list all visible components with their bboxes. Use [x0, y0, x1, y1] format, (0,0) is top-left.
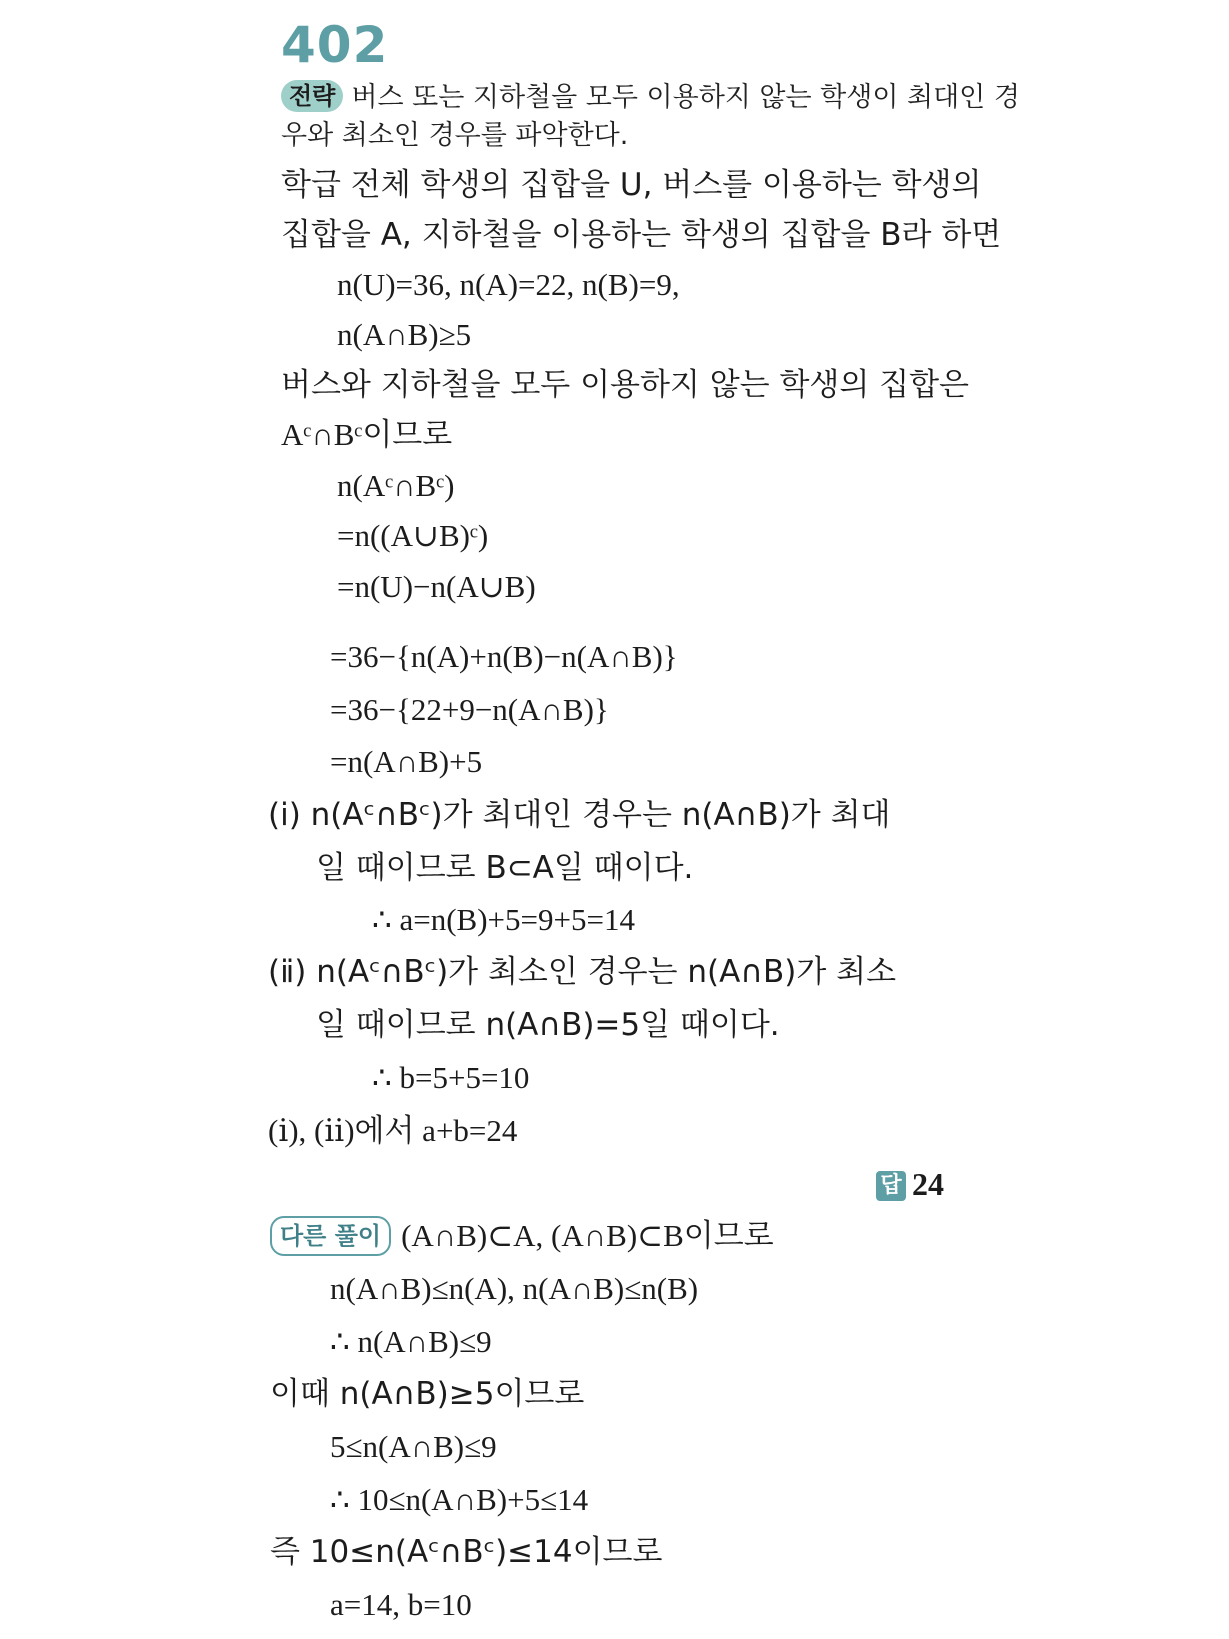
solution-equation: n(Aᶜ∩Bᶜ) — [337, 468, 455, 503]
alt-equation: 5≤n(A∩B)≤9 — [330, 1429, 497, 1464]
case-i-line: 일 때이므로 B⊂A일 때이다. — [316, 850, 694, 886]
alt-text-0: (A∩B)⊂A, (A∩B)⊂B이므로 — [401, 1218, 774, 1253]
case-ii-result: ∴ b=5+5=10 — [372, 1060, 530, 1095]
solution-line: 버스와 지하철을 모두 이용하지 않는 학생의 집합은 — [281, 367, 969, 403]
answer-badge: 답 — [876, 1171, 906, 1201]
solution-line: Aᶜ∩Bᶜ이므로 — [281, 417, 453, 452]
case-i-line: (ⅰ) n(Aᶜ∩Bᶜ)가 최대인 경우는 n(A∩B)가 최대 — [268, 797, 891, 833]
alt-solution-badge: 다른 풀이 — [270, 1216, 391, 1256]
problem-number: 402 — [281, 16, 389, 74]
case-ii-line: 일 때이므로 n(A∩B)=5일 때이다. — [316, 1007, 780, 1043]
alt-line: 즉 10≤n(Aᶜ∩Bᶜ)≤14이므로 — [270, 1534, 663, 1570]
answer — [876, 1164, 944, 1205]
case-ii-line: (ⅱ) n(Aᶜ∩Bᶜ)가 최소인 경우는 n(A∩B)가 최소 — [268, 954, 897, 990]
answer-value: 24 — [912, 1166, 944, 1202]
solution-equation: n(U)=36, n(A)=22, n(B)=9, — [337, 267, 680, 302]
solution-line: 학급 전체 학생의 집합을 U, 버스를 이용하는 학생의 — [281, 167, 982, 203]
strategy-badge: 전략 — [281, 80, 343, 112]
conclusion-line: (ⅰ), (ⅱ)에서 a+b=24 — [268, 1113, 518, 1148]
solution-equation: n(A∩B)≥5 — [337, 317, 472, 352]
alt-line: 이때 n(A∩B)≥5이므로 — [270, 1376, 585, 1412]
strategy-text-1: 버스 또는 지하철을 모두 이용하지 않는 학생이 최대인 경 — [351, 82, 1020, 113]
strategy-line-2: 우와 최소인 경우를 파악한다. — [281, 120, 629, 151]
solution-equation: =n(A∩B)+5 — [330, 744, 483, 779]
solution-equation: =n((A∪B)ᶜ) — [337, 518, 489, 553]
alt-equation: ∴ n(A∩B)≤9 — [330, 1324, 492, 1359]
solution-equation: =36−{n(A)+n(B)−n(A∩B)} — [330, 639, 678, 674]
strategy-line-1 — [281, 78, 1020, 118]
alt-line — [270, 1216, 774, 1256]
alt-result: a=14, b=10 — [330, 1587, 472, 1622]
alt-equation: ∴ 10≤n(A∩B)+5≤14 — [330, 1482, 589, 1517]
solution-line: 집합을 A, 지하철을 이용하는 학생의 집합을 B라 하면 — [281, 217, 1002, 253]
alt-equation: n(A∩B)≤n(A), n(A∩B)≤n(B) — [330, 1271, 699, 1306]
solution-equation: =n(U)−n(A∪B) — [337, 569, 536, 604]
case-i-result: ∴ a=n(B)+5=9+5=14 — [372, 902, 635, 937]
solution-equation: =36−{22+9−n(A∩B)} — [330, 692, 609, 727]
